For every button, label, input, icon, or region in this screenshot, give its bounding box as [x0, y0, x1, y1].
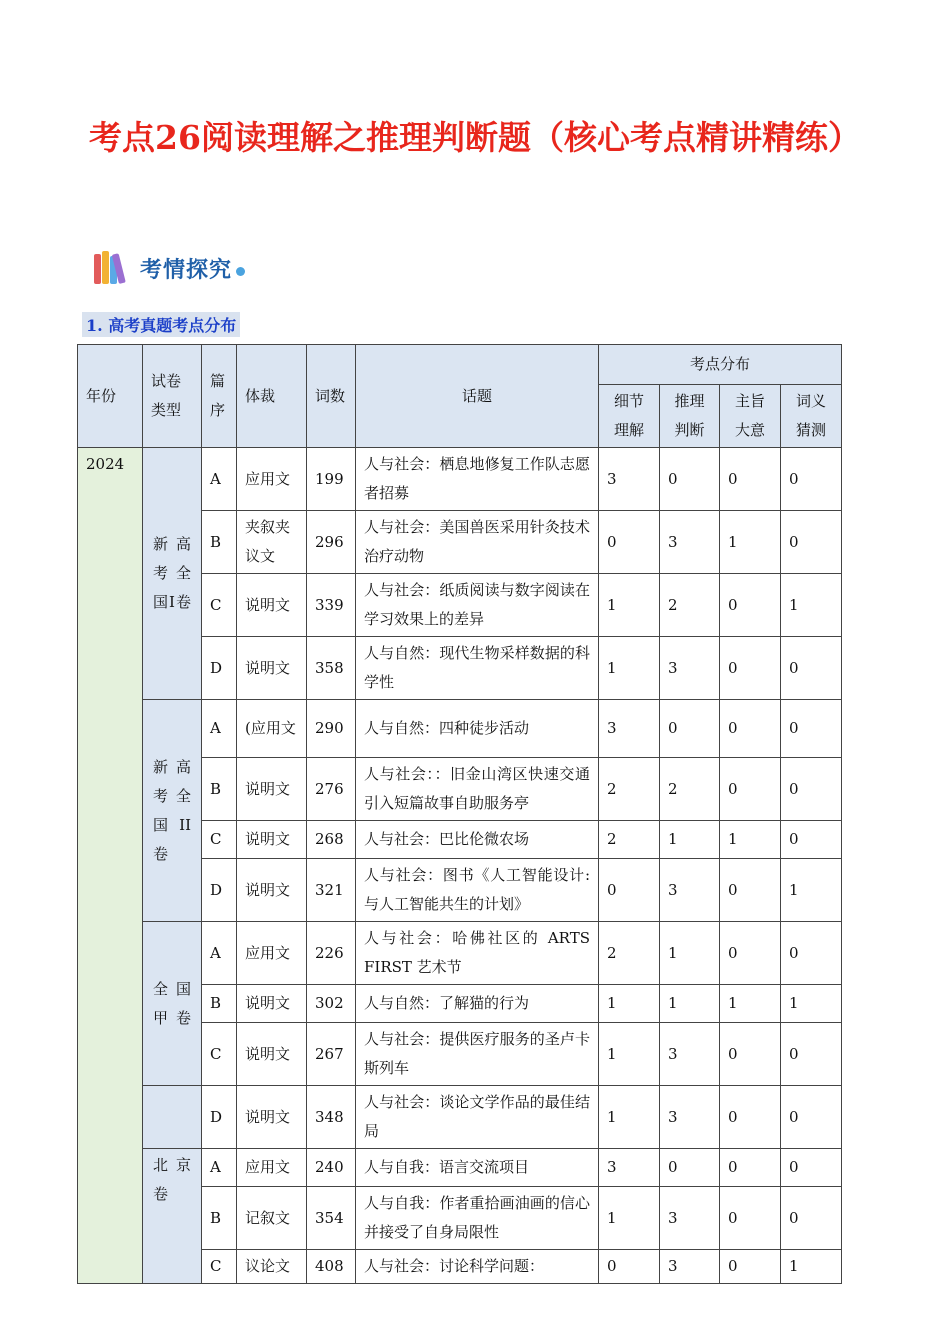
inference-cell: 3	[660, 1086, 720, 1149]
genre-cell: 说明文	[237, 985, 307, 1023]
vocab-cell: 0	[781, 700, 842, 758]
genre-cell: 说明文	[237, 821, 307, 859]
topic-cell: 人与社会：纸质阅读与数字阅读在学习效果上的差异	[356, 574, 599, 637]
detail-cell: 2	[599, 821, 660, 859]
inference-cell: 0	[660, 700, 720, 758]
inference-cell: 3	[660, 637, 720, 700]
detail-cell: 3	[599, 700, 660, 758]
topic-cell: 人与社会：哈佛社区的 ARTS FIRST 艺术节	[356, 922, 599, 985]
table-row	[78, 700, 842, 758]
detail-cell: 0	[599, 1250, 660, 1284]
order-cell: D	[202, 1086, 237, 1149]
genre-cell: 说明文	[237, 637, 307, 700]
words-cell: 339	[307, 574, 356, 637]
vocab-cell: 0	[781, 1086, 842, 1149]
header-topic: 话题	[356, 345, 599, 448]
header-inference: 推理判断	[660, 385, 720, 448]
order-cell: C	[202, 1250, 237, 1284]
order-cell: C	[202, 574, 237, 637]
detail-cell: 0	[599, 511, 660, 574]
detail-cell: 1	[599, 574, 660, 637]
main-idea-cell: 1	[720, 821, 781, 859]
detail-cell: 2	[599, 758, 660, 821]
topic-cell: 人与社会：巴比伦微农场	[356, 821, 599, 859]
genre-cell: 说明文	[237, 859, 307, 922]
words-cell: 348	[307, 1086, 356, 1149]
dot-icon	[236, 267, 245, 276]
section-subheading: 1. 高考真题考点分布	[82, 312, 240, 337]
topic-cell: 人与社会：讨论科学问题：	[356, 1250, 599, 1284]
header-distribution: 考点分布	[599, 345, 842, 385]
vocab-cell: 0	[781, 448, 842, 511]
genre-cell: 应用文	[237, 1149, 307, 1187]
table-row	[78, 448, 842, 511]
table-row	[78, 922, 842, 985]
topic-cell: 人与社会：图书《人工智能设计:与人工智能共生的计划》	[356, 859, 599, 922]
inference-cell: 3	[660, 1187, 720, 1250]
topic-cell: 人与社会：栖息地修复工作队志愿者招募	[356, 448, 599, 511]
genre-cell: 记叙文	[237, 1187, 307, 1250]
inference-cell: 1	[660, 985, 720, 1023]
inference-cell: 2	[660, 758, 720, 821]
paper-type-cell: 新高考全国I卷	[143, 448, 202, 700]
inference-cell: 3	[660, 511, 720, 574]
order-cell: B	[202, 511, 237, 574]
order-cell: B	[202, 758, 237, 821]
detail-cell: 0	[599, 859, 660, 922]
inference-cell: 2	[660, 574, 720, 637]
order-cell: D	[202, 859, 237, 922]
vocab-cell: 0	[781, 1023, 842, 1086]
paper-type-cell	[143, 1086, 202, 1149]
words-cell: 240	[307, 1149, 356, 1187]
topic-cell: 人与社会：提供医疗服务的圣卢卡斯列车	[356, 1023, 599, 1086]
words-cell: 296	[307, 511, 356, 574]
header-vocab: 词义猜测	[781, 385, 842, 448]
main-idea-cell: 0	[720, 859, 781, 922]
inference-cell: 0	[660, 448, 720, 511]
vocab-cell: 1	[781, 574, 842, 637]
books-icon	[92, 250, 134, 286]
topic-cell: 人与社会：：旧金山湾区快速交通引入短篇故事自助服务亭	[356, 758, 599, 821]
header-order: 篇序	[202, 345, 237, 448]
words-cell: 302	[307, 985, 356, 1023]
vocab-cell: 0	[781, 1149, 842, 1187]
inference-cell: 3	[660, 1023, 720, 1086]
section-banner	[92, 246, 245, 290]
exam-distribution-table	[77, 344, 842, 1284]
main-idea-cell: 1	[720, 511, 781, 574]
detail-cell: 3	[599, 1149, 660, 1187]
genre-cell: 应用文	[237, 448, 307, 511]
order-cell: B	[202, 985, 237, 1023]
inference-cell: 0	[660, 1149, 720, 1187]
paper-type-cell: 新高考全国II卷	[143, 700, 202, 922]
paper-type-cell: 全国甲卷	[143, 922, 202, 1086]
topic-cell: 人与自然：了解猫的行为	[356, 985, 599, 1023]
header-words: 词数	[307, 345, 356, 448]
words-cell: 268	[307, 821, 356, 859]
inference-cell: 1	[660, 922, 720, 985]
order-cell: A	[202, 1149, 237, 1187]
words-cell: 267	[307, 1023, 356, 1086]
vocab-cell: 0	[781, 821, 842, 859]
year-cell: 2024	[78, 448, 143, 1284]
inference-cell: 1	[660, 821, 720, 859]
words-cell: 408	[307, 1250, 356, 1284]
order-cell: C	[202, 1023, 237, 1086]
main-idea-cell: 0	[720, 1187, 781, 1250]
inference-cell: 3	[660, 1250, 720, 1284]
vocab-cell: 0	[781, 758, 842, 821]
words-cell: 354	[307, 1187, 356, 1250]
detail-cell: 1	[599, 1086, 660, 1149]
topic-cell: 人与自我：作者重拾画油画的信心并接受了自身局限性	[356, 1187, 599, 1250]
order-cell: D	[202, 637, 237, 700]
genre-cell: 说明文	[237, 1086, 307, 1149]
genre-cell: 说明文	[237, 1023, 307, 1086]
vocab-cell: 1	[781, 859, 842, 922]
order-cell: B	[202, 1187, 237, 1250]
vocab-cell: 0	[781, 1187, 842, 1250]
header-main-idea: 主旨大意	[720, 385, 781, 448]
header-detail: 细节理解	[599, 385, 660, 448]
detail-cell: 2	[599, 922, 660, 985]
genre-cell: 应用文	[237, 922, 307, 985]
order-cell: C	[202, 821, 237, 859]
main-idea-cell: 0	[720, 1086, 781, 1149]
topic-cell: 人与自然：四种徒步活动	[356, 700, 599, 758]
vocab-cell: 0	[781, 511, 842, 574]
order-cell: A	[202, 448, 237, 511]
topic-cell: 人与社会：谈论文学作品的最佳结局	[356, 1086, 599, 1149]
main-idea-cell: 0	[720, 637, 781, 700]
main-idea-cell: 0	[720, 448, 781, 511]
table-row	[78, 1086, 842, 1149]
main-idea-cell: 0	[720, 574, 781, 637]
words-cell: 226	[307, 922, 356, 985]
words-cell: 321	[307, 859, 356, 922]
words-cell: 199	[307, 448, 356, 511]
banner-title: 考情探究	[140, 257, 233, 283]
vocab-cell: 1	[781, 985, 842, 1023]
page-title: 考点26阅读理解之推理判断题（核心考点精讲精练）	[89, 118, 861, 157]
topic-cell: 人与自然：现代生物采样数据的科学性	[356, 637, 599, 700]
genre-cell: 夹叙夹议文	[237, 511, 307, 574]
vocab-cell: 0	[781, 922, 842, 985]
main-idea-cell: 0	[720, 1149, 781, 1187]
genre-cell: 说明文	[237, 758, 307, 821]
detail-cell: 1	[599, 1023, 660, 1086]
inference-cell: 3	[660, 859, 720, 922]
topic-cell: 人与社会：美国兽医采用针灸技术治疗动物	[356, 511, 599, 574]
words-cell: 358	[307, 637, 356, 700]
paper-type-cell: 北京卷	[143, 1149, 202, 1284]
vocab-cell: 1	[781, 1250, 842, 1284]
detail-cell: 1	[599, 1187, 660, 1250]
words-cell: 276	[307, 758, 356, 821]
words-cell: 290	[307, 700, 356, 758]
detail-cell: 1	[599, 637, 660, 700]
genre-cell: 说明文	[237, 574, 307, 637]
detail-cell: 3	[599, 448, 660, 511]
header-row	[78, 345, 842, 385]
genre-cell: (应用文	[237, 700, 307, 758]
main-idea-cell: 0	[720, 922, 781, 985]
order-cell: A	[202, 700, 237, 758]
header-genre: 体裁	[237, 345, 307, 448]
main-idea-cell: 1	[720, 985, 781, 1023]
genre-cell: 议论文	[237, 1250, 307, 1284]
vocab-cell: 0	[781, 637, 842, 700]
main-idea-cell: 0	[720, 700, 781, 758]
header-year: 年份	[78, 345, 143, 448]
topic-cell: 人与自我：语言交流项目	[356, 1149, 599, 1187]
order-cell: A	[202, 922, 237, 985]
main-idea-cell: 0	[720, 1023, 781, 1086]
main-idea-cell: 0	[720, 758, 781, 821]
header-paper: 试卷类型	[143, 345, 202, 448]
detail-cell: 1	[599, 985, 660, 1023]
table-row	[78, 1149, 842, 1187]
main-idea-cell: 0	[720, 1250, 781, 1284]
